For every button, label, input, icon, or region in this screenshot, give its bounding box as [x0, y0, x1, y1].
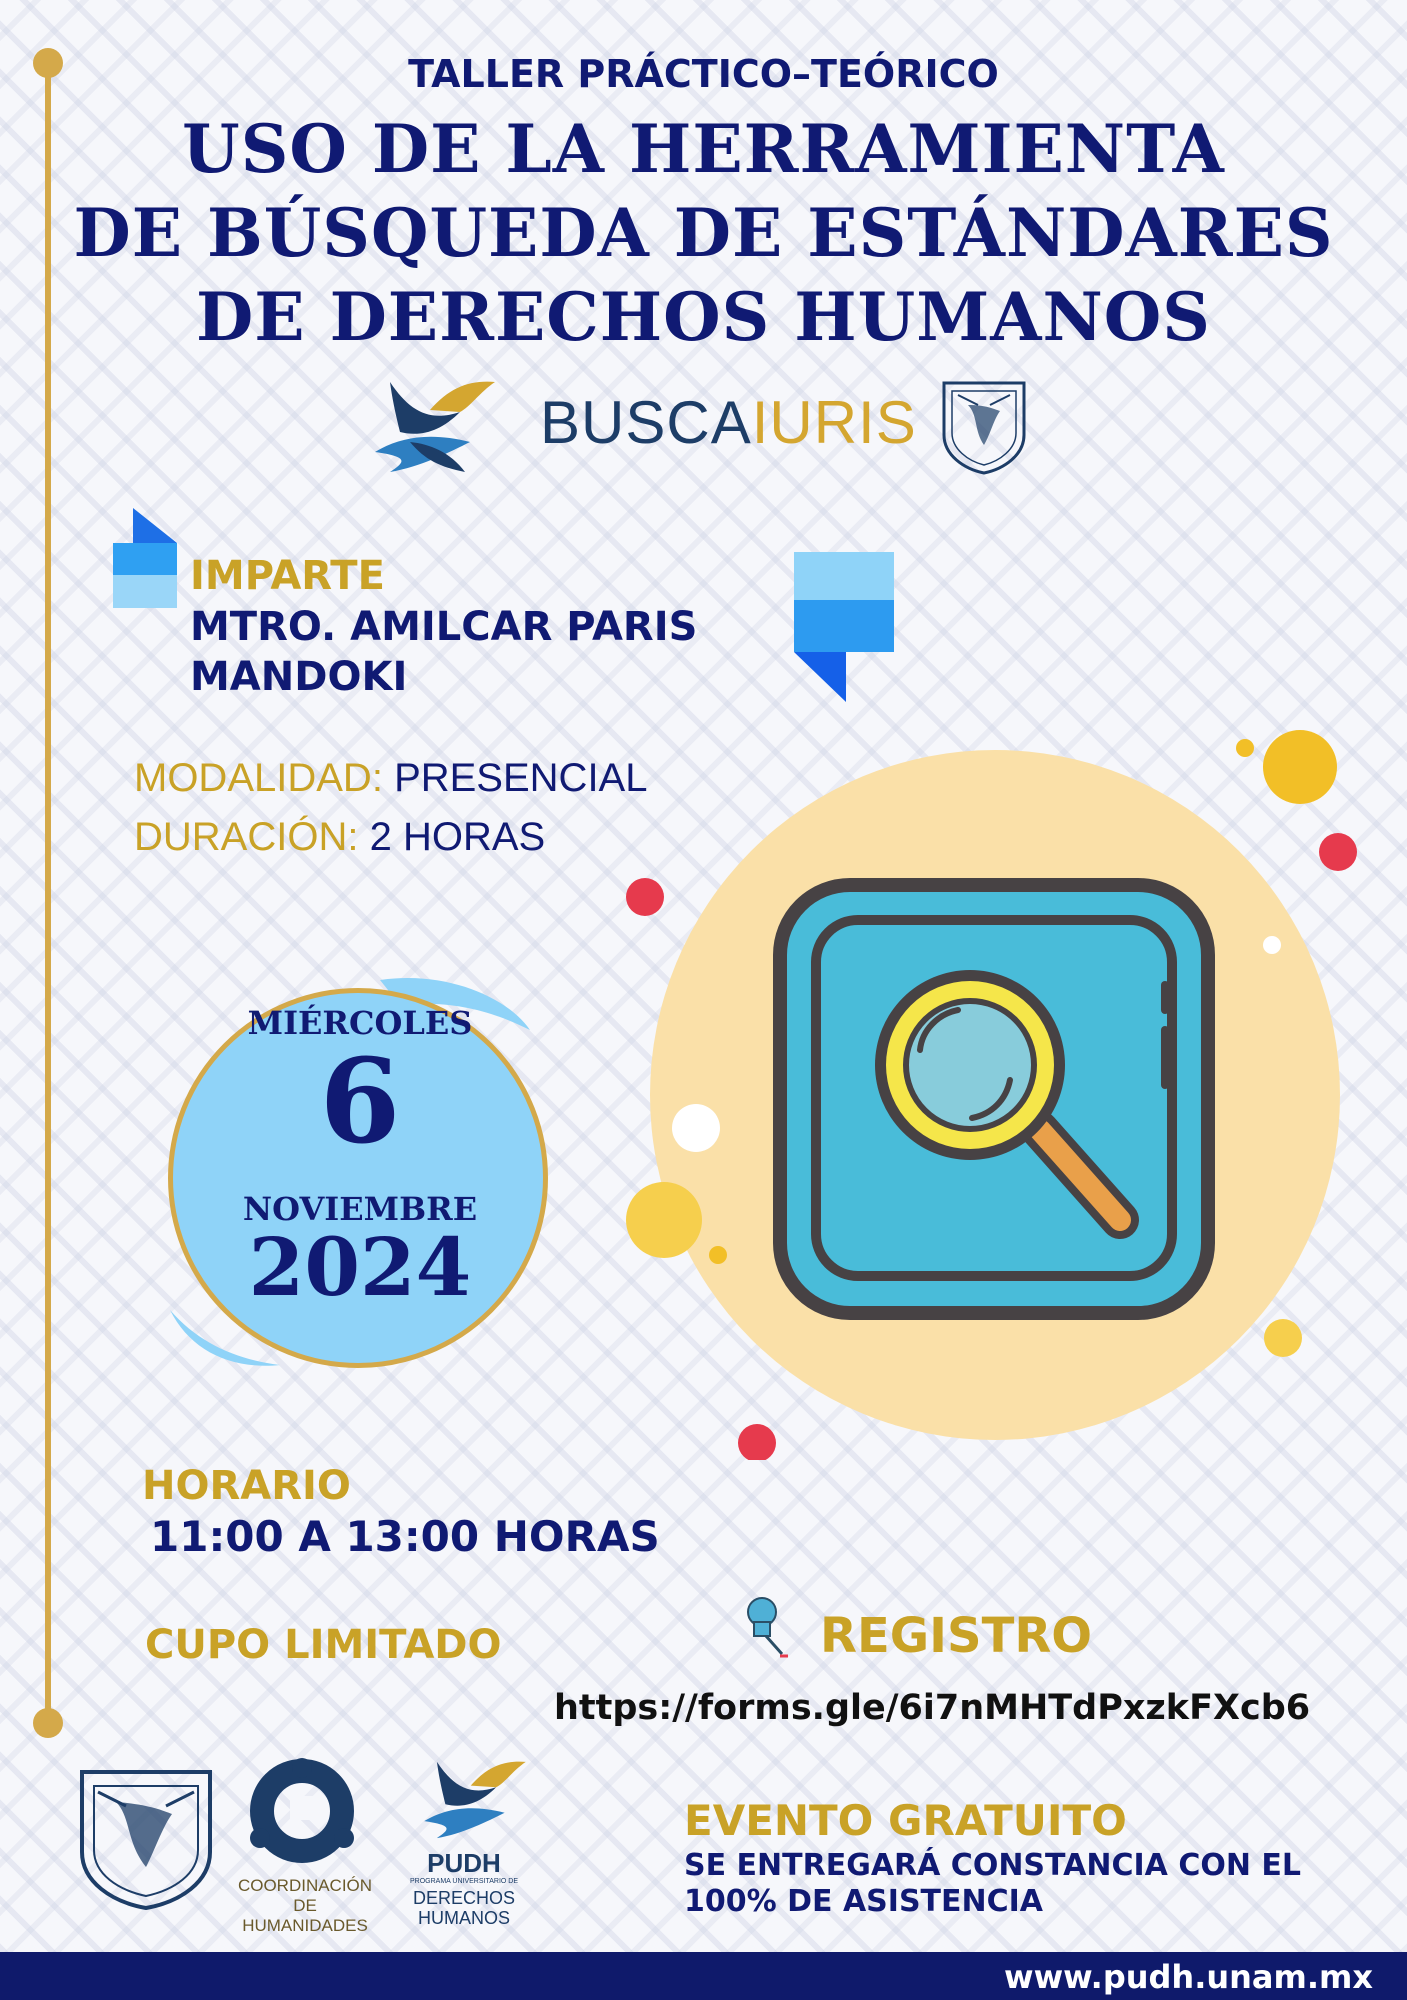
coordinacion-humanidades-icon	[242, 1756, 362, 1866]
footer-website-link[interactable]: www.pudh.unam.mx	[1004, 1958, 1373, 1996]
evento-line1: SE ENTREGARÁ CONSTANCIA CON EL	[684, 1848, 1302, 1883]
unam-shield-bottom-icon	[76, 1762, 216, 1912]
instructor-name-line2: MANDOKI	[190, 654, 408, 700]
registro-label: REGISTRO	[820, 1608, 1093, 1664]
pudh-line1: DERECHOS	[412, 1888, 515, 1908]
date-badge	[150, 970, 570, 1390]
duracion-value: 2 HORAS	[369, 815, 546, 859]
date-day: 6	[319, 1034, 401, 1170]
date-weekday: MIÉRCOLES	[247, 1004, 473, 1042]
buscaiuris-logo-part2: IURIS	[751, 389, 917, 456]
pudh-bird-logo	[370, 372, 500, 482]
buscaiuris-logo	[540, 388, 917, 457]
search-illustration	[600, 720, 1360, 1460]
imparte-label: IMPARTE	[190, 553, 385, 599]
date-year: 2024	[248, 1220, 472, 1314]
pudh-line2: HUMANOS	[417, 1908, 510, 1928]
pudh-subtitle: PROGRAMA UNIVERSITARIO DE	[410, 1878, 518, 1885]
coordinacion-line2: DE HUMANIDADES	[242, 1896, 368, 1935]
instructor-name-line1: MTRO. AMILCAR PARIS	[190, 604, 698, 650]
side-line-bottom-dot	[33, 1708, 63, 1738]
date-month: NOVIEMBRE	[242, 1190, 478, 1228]
pudh-acronym: PUDH	[427, 1848, 501, 1878]
unam-shield-icon	[938, 375, 1030, 475]
evento-gratuito-title: EVENTO GRATUITO	[684, 1796, 1127, 1845]
cupo-limitado: CUPO LIMITADO	[145, 1622, 502, 1668]
coordinacion-line1: COORDINACIÓN	[237, 1876, 373, 1895]
duracion-label: DURACIÓN:	[134, 815, 359, 859]
pudh-bird-bottom-icon	[420, 1752, 530, 1848]
title-line-1: USO DE LA HERRAMIENTA	[182, 110, 1225, 188]
registration-link[interactable]: https://forms.gle/6i7nMHTdPxzkFXcb6	[554, 1688, 1311, 1728]
title-line-2: DE BÚSQUEDA DE ESTÁNDARES	[73, 194, 1334, 272]
buscaiuris-logo-part1: BUSCA	[540, 389, 752, 456]
title-line-3: DE DERECHOS HUMANOS	[196, 278, 1211, 356]
horario-value: 11:00 A 13:00 HORAS	[150, 1512, 660, 1561]
blue-shape-large-icon	[794, 552, 894, 702]
workshop-kicker: TALLER PRÁCTICO–TEÓRICO	[408, 52, 999, 96]
evento-line2: 100% DE ASISTENCIA	[684, 1884, 1044, 1919]
modalidad-value: PRESENCIAL	[394, 756, 648, 800]
blue-shape-small-icon	[113, 508, 177, 608]
modalidad-label: MODALIDAD:	[134, 756, 383, 800]
pushpin-icon	[742, 1596, 794, 1660]
horario-label: HORARIO	[142, 1463, 351, 1509]
